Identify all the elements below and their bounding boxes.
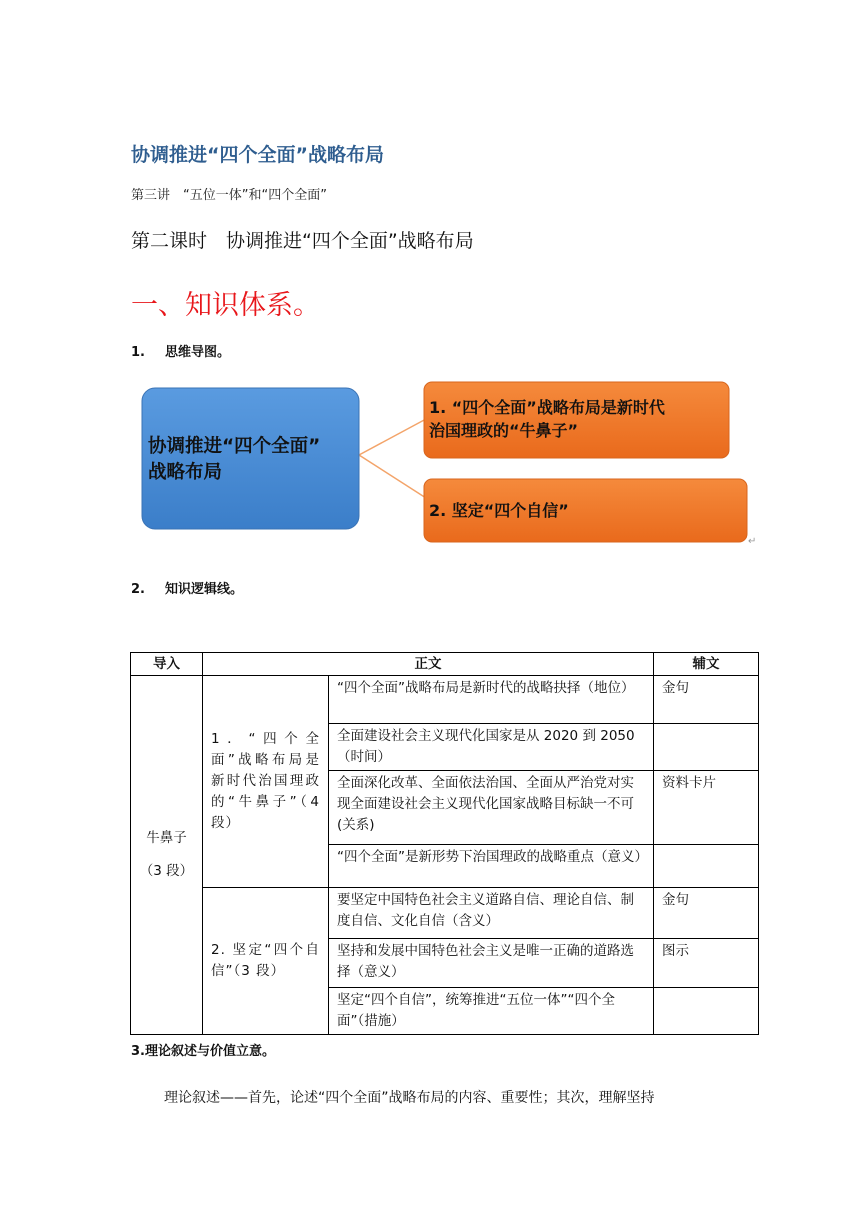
main-text-cell: 全面深化改革、全面依法治国、全面从严治党对实现全面建设社会主义现代化国家战略目标缺一不可(关系) <box>329 771 654 845</box>
subheading-mindmap <box>131 341 230 360</box>
main-text-cell: 坚持和发展中国特色社会主义是唯一正确的道路选择（意义） <box>329 939 654 988</box>
section-heading: 一、知识体系。 <box>131 290 320 321</box>
connector-line <box>359 419 426 455</box>
main-text-cell: 要坚定中国特色社会主义道路自信、理论自信、制度自信、文化自信（含义） <box>329 888 654 939</box>
center-node <box>142 388 359 529</box>
aux-cell <box>654 988 759 1035</box>
connector-line <box>359 455 426 498</box>
aux-cell <box>654 724 759 771</box>
section-cell: 1．“四个全面”战略布局是新时代治国理政的“牛鼻子”（4 段） <box>203 676 329 888</box>
header-intro: 导入 <box>131 653 203 676</box>
paragraph-return-mark: ↵ <box>748 536 757 547</box>
mind-map <box>138 378 768 548</box>
table-row <box>131 676 759 724</box>
intro-paragraphs: （3 段） <box>139 863 194 879</box>
header-aux: 辅文 <box>654 653 759 676</box>
table-header-row <box>131 653 759 676</box>
main-text-cell: 全面建设社会主义现代化国家是从 2020 到 2050（时间） <box>329 724 654 771</box>
knowledge-table <box>130 652 759 1035</box>
document-title: 协调推进“四个全面”战略布局 <box>131 144 384 166</box>
intro-cell <box>131 676 203 1035</box>
aux-cell: 金句 <box>654 888 759 939</box>
lecture-subtitle: 第三讲 “五位一体”和“四个全面” <box>131 188 327 203</box>
table-row <box>131 888 759 939</box>
main-text-cell: 坚定“四个自信”，统筹推进“五位一体”“四个全面”（措施） <box>329 988 654 1035</box>
theory-paragraph: 理论叙述——首先，论述“四个全面”战略布局的内容、重要性；其次，理解坚持 <box>164 1090 655 1106</box>
header-main: 正文 <box>203 653 654 676</box>
main-text-cell: “四个全面”是新形势下治国理政的战略重点（意义） <box>329 845 654 888</box>
subheading-text: 知识逻辑线。 <box>165 582 244 597</box>
lesson-title: 第二课时 协调推进“四个全面”战略布局 <box>131 230 474 252</box>
center-node-line2: 战略布局 <box>148 462 223 483</box>
subheading-number: 1. <box>131 345 145 360</box>
aux-cell: 资料卡片 <box>654 771 759 845</box>
aux-cell <box>654 845 759 888</box>
aux-cell: 图示 <box>654 939 759 988</box>
branch-node-1-line2: 治国理政的“牛鼻子” <box>429 421 579 440</box>
subheading-number: 2. <box>131 582 145 597</box>
section-cell: 2. 坚定“四个自信”（3 段） <box>203 888 329 1035</box>
aux-cell: 金句 <box>654 676 759 724</box>
subheading-text: 3.理论叙述与价值立意。 <box>131 1044 275 1059</box>
branch-node-1-line1: 1. “四个全面”战略布局是新时代 <box>429 398 665 417</box>
subheading-logic-line <box>131 578 243 597</box>
branch-node-1 <box>424 382 729 458</box>
branch-node-2-line1: 2. 坚定“四个自信” <box>429 501 569 520</box>
subheading-theory <box>131 1040 275 1059</box>
main-text-cell: “四个全面”战略布局是新时代的战略抉择（地位） <box>329 676 654 724</box>
subheading-text: 思维导图。 <box>165 345 231 360</box>
intro-label: 牛鼻子 <box>146 830 187 846</box>
center-node-line1: 协调推进“四个全面” <box>148 436 321 457</box>
